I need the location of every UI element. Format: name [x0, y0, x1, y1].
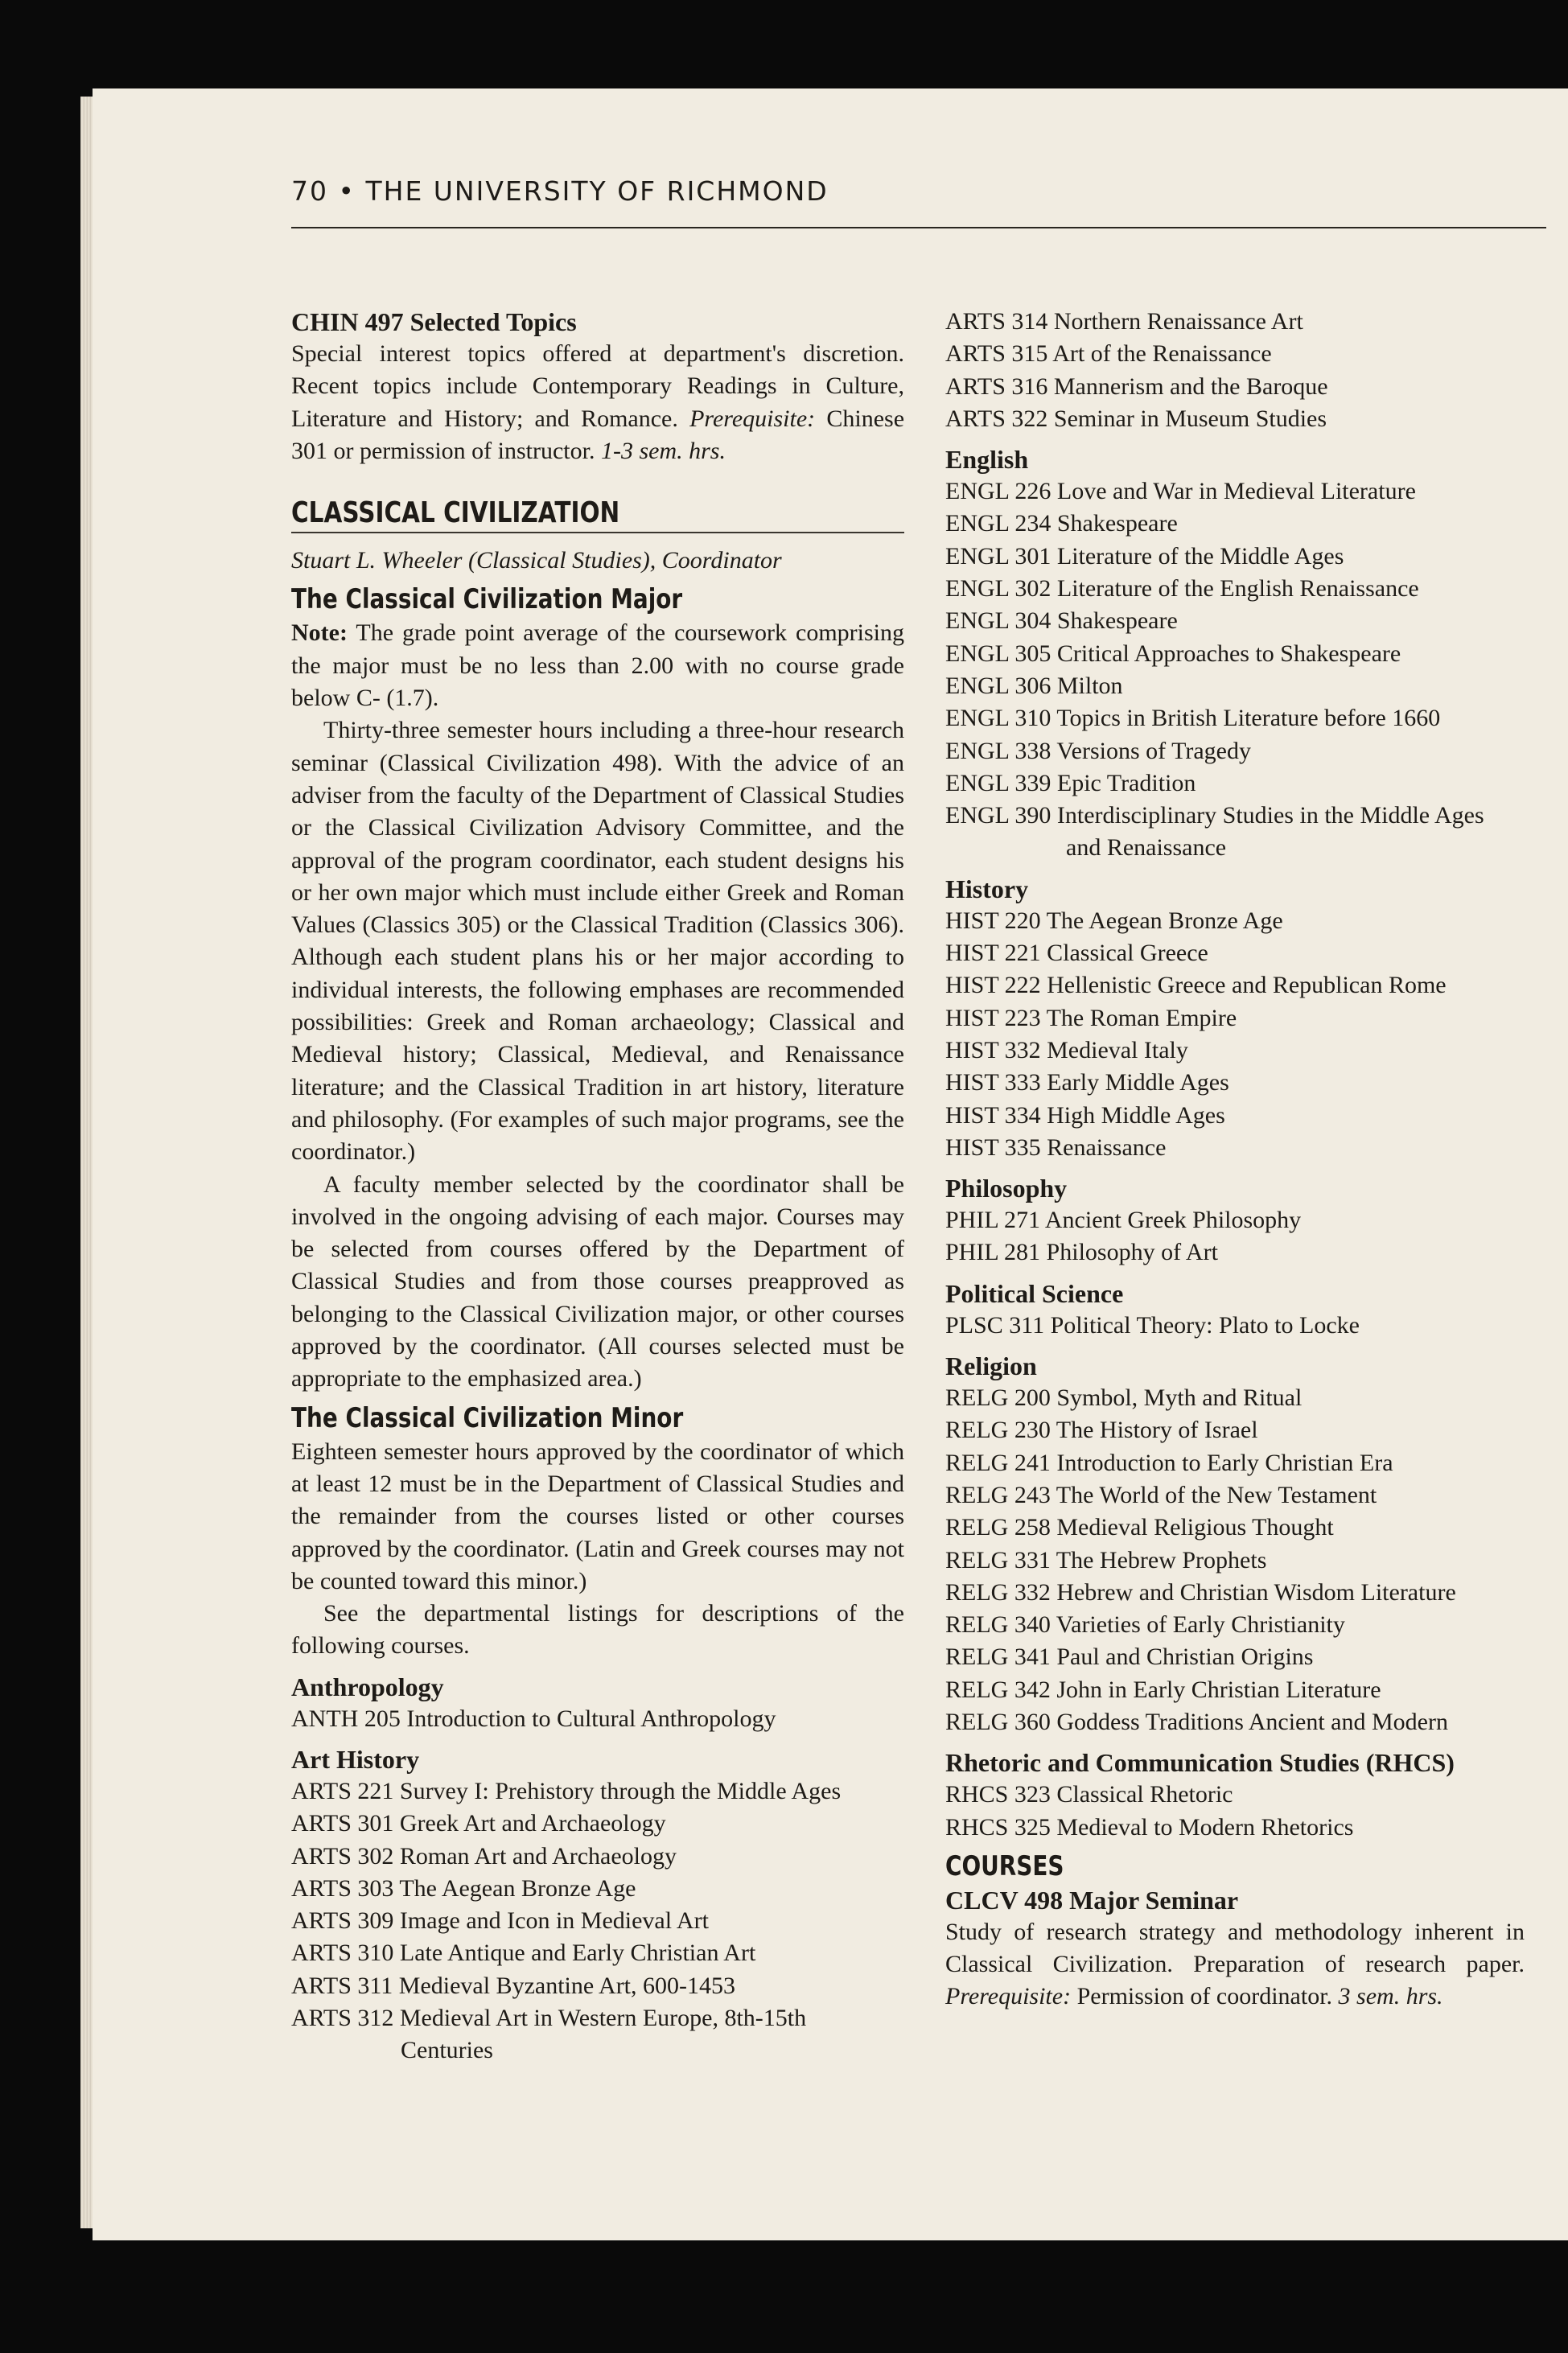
list-item: RELG 258 Medieval Religious Thought [945, 1514, 1334, 1541]
chin497-prereq: Chinese 301 or permission of instructor. [291, 405, 905, 464]
list-item: HIST 335 Renaissance [945, 1133, 1167, 1161]
category-political-science: Political Science [945, 1278, 1124, 1308]
chin497-hours: 1-3 sem. hrs. [600, 437, 726, 464]
art-history-list-cont [945, 306, 1525, 435]
list-item: RELG 200 Symbol, Myth and Ritual [945, 1384, 1303, 1412]
list-item: RELG 230 The History of Israel [945, 1417, 1258, 1444]
clcv498-body: Study of research strategy and methodology inherent in Classical Civilization. Preparation of research paper. [945, 1918, 1525, 1978]
list-item: ENGL 305 Critical Approaches to Shakespeare [945, 640, 1401, 667]
category-history: History [945, 874, 1029, 903]
clcv498-title: CLCV 498 Major Seminar [945, 1885, 1239, 1915]
history-list [945, 905, 1525, 1164]
list-item: ARTS 303 The Aegean Bronze Age [291, 1874, 636, 1902]
category-english: English [945, 445, 1029, 475]
list-item: ANTH 205 Introduction to Cultural Anthropology [291, 1705, 776, 1732]
list-item: HIST 334 High Middle Ages [945, 1101, 1225, 1129]
list-item: ENGL 234 Shakespeare [945, 510, 1178, 537]
anthropology-list [291, 1703, 904, 1735]
major-paragraph-2: A faculty member selected by the coordinator shall be involved in the ongoing advising of each major. Courses may be selected from courses offered by the Department of Classical Studies and from those courses preapproved as belonging to the Classical Civilization major, or other courses approved by the coordinator. (All courses selected must be appropriate to the emphasized area.) [291, 1170, 904, 1392]
list-item: ENGL 306 Milton [945, 672, 1123, 699]
political-science-list [945, 1310, 1525, 1342]
list-item: ENGL 390 Interdisciplinary Studies in the Middle Ages and Renaissance [945, 802, 1484, 862]
list-item: HIST 221 Classical Greece [945, 940, 1208, 967]
list-item: ARTS 316 Mannerism and the Baroque [945, 372, 1328, 400]
list-item: RHCS 325 Medieval to Modern Rhetorics [945, 1813, 1354, 1841]
list-item: RELG 341 Paul and Christian Origins [945, 1643, 1314, 1671]
clcv498-prereq: Permission of coordinator. [1076, 1983, 1333, 2010]
list-item: ARTS 315 Art of the Renaissance [945, 340, 1272, 368]
philosophy-list [945, 1204, 1525, 1269]
list-item: ARTS 322 Seminar in Museum Studies [945, 405, 1327, 432]
category-anthropology: Anthropology [291, 1672, 444, 1701]
list-item: ENGL 304 Shakespeare [945, 607, 1178, 635]
list-item: ARTS 311 Medieval Byzantine Art, 600-1453 [291, 1972, 736, 1999]
header-rule [291, 227, 1546, 228]
english-list [945, 475, 1525, 865]
minor-paragraph-2: See the departmental listings for descriptions of the following courses. [291, 1600, 904, 1660]
minor-paragraph-1: Eighteen semester hours approved by the coordinator of which at least 12 must be in the Department of Classical Studies and the remainder from the courses listed or other courses approved by the coordinator. (Latin and Greek courses may not be counted toward this minor.) [291, 1438, 904, 1594]
coordinator: Stuart L. Wheeler (Classical Studies), Coordinator [291, 547, 782, 574]
major-heading: The Classical Civilization Major [291, 583, 683, 616]
list-item: ENGL 302 Literature of the English Renaissance [945, 575, 1419, 603]
list-item: ARTS 302 Roman Art and Archaeology [291, 1842, 677, 1870]
section-heading-wrap [291, 495, 904, 533]
rhetoric-list [945, 1779, 1525, 1844]
page-number: 70 [291, 175, 328, 207]
major-paragraph-1: Thirty-three semester hours including a three-hour research seminar (Classical Civilization 498). With the advice of an adviser from the faculty of the Department of Classical Studies or the Classical Civilization Advisory Committee, and the approval of the program coordinator, each student designs his or her own major which must include either Greek and Roman Values (Classics 305) or the Classical Tradition (Classics 306). Although each student plans his or her major according to individual interests, the following emphases are recommended possibilities: Greek and Roman archaeology; Classical and Medieval history; Classical, Medieval, and Renaissance literature; and the Classical Tradition in art history, literature and philosophy. (For examples of such major programs, see the coordinator.) [291, 717, 904, 1166]
chin497-prereq-label: Prerequisite: [689, 405, 816, 432]
courses-heading: COURSES [945, 1849, 1064, 1882]
list-item: RELG 342 John in Early Christian Literature [945, 1676, 1381, 1703]
clcv498-description [945, 1916, 1525, 2014]
list-item: ARTS 309 Image and Icon in Medieval Art [291, 1907, 709, 1935]
list-item: ENGL 301 Literature of the Middle Ages [945, 542, 1344, 570]
minor-heading: The Classical Civilization Minor [291, 1401, 684, 1434]
list-item: HIST 333 Early Middle Ages [945, 1069, 1229, 1096]
section-heading: CLASSICAL CIVILIZATION [291, 496, 620, 530]
chin497-description [291, 338, 904, 467]
list-item: ENGL 339 Epic Tradition [945, 769, 1196, 796]
note-label: Note: [291, 619, 348, 647]
list-item: HIST 332 Medieval Italy [945, 1036, 1188, 1063]
list-item: RELG 360 Goddess Traditions Ancient and Modern [945, 1708, 1448, 1735]
header-bullet: • [338, 175, 356, 207]
list-item: PLSC 311 Political Theory: Plato to Locke [945, 1311, 1360, 1339]
religion-list [945, 1382, 1525, 1738]
list-item: HIST 220 The Aegean Bronze Age [945, 907, 1283, 934]
list-item: RELG 340 Varieties of Early Christianity [945, 1611, 1345, 1639]
list-item: HIST 223 The Roman Empire [945, 1004, 1237, 1031]
running-header [291, 175, 829, 207]
left-column [291, 306, 904, 2067]
list-item: RELG 331 The Hebrew Prophets [945, 1546, 1267, 1573]
list-item: ENGL 310 Topics in British Literature before 1660 [945, 705, 1441, 732]
list-item: RELG 243 The World of the New Testament [945, 1481, 1377, 1508]
major-note [291, 617, 904, 714]
category-rhetoric: Rhetoric and Communication Studies (RHCS) [945, 1748, 1455, 1778]
list-item: RELG 332 Hebrew and Christian Wisdom Literature [945, 1578, 1456, 1606]
note-text: The grade point average of the coursework comprising the major must be no less than 2.00 with no course grade below C- (1.7). [291, 619, 904, 712]
list-item: ARTS 301 Greek Art and Archaeology [291, 1810, 666, 1837]
list-item: ARTS 221 Survey I: Prehistory through the Middle Ages [291, 1777, 842, 1804]
chin497-body: Special interest topics offered at department's discretion. Recent topics include Contemporary Readings in Culture, Literature and History; and Romance. [291, 340, 904, 432]
list-item: HIST 222 Hellenistic Greece and Republican Rome [945, 972, 1447, 999]
list-item: RELG 241 Introduction to Early Christian Era [945, 1449, 1393, 1476]
category-philosophy: Philosophy [945, 1174, 1068, 1203]
right-column [945, 306, 1525, 2014]
list-item: PHIL 271 Ancient Greek Philosophy [945, 1207, 1302, 1234]
header-university: THE UNIVERSITY OF RICHMOND [365, 175, 829, 207]
list-item: PHIL 281 Philosophy of Art [945, 1239, 1218, 1266]
clcv498-prereq-label: Prerequisite: [945, 1983, 1072, 2010]
category-religion: Religion [945, 1351, 1037, 1381]
list-item: ARTS 314 Northern Renaissance Art [945, 308, 1303, 335]
category-art-history: Art History [291, 1744, 420, 1774]
clcv498-hours: 3 sem. hrs. [1338, 1983, 1443, 2010]
list-item: ARTS 312 Medieval Art in Western Europe, 8th-15th Centuries [291, 2005, 807, 2064]
list-item: ENGL 338 Versions of Tragedy [945, 737, 1251, 764]
art-history-list [291, 1775, 904, 2067]
chin497-title: CHIN 497 Selected Topics [291, 307, 577, 336]
list-item: RHCS 323 Classical Rhetoric [945, 1781, 1233, 1808]
list-item: ARTS 310 Late Antique and Early Christian Art [291, 1940, 756, 1967]
list-item: ENGL 226 Love and War in Medieval Literature [945, 478, 1416, 505]
